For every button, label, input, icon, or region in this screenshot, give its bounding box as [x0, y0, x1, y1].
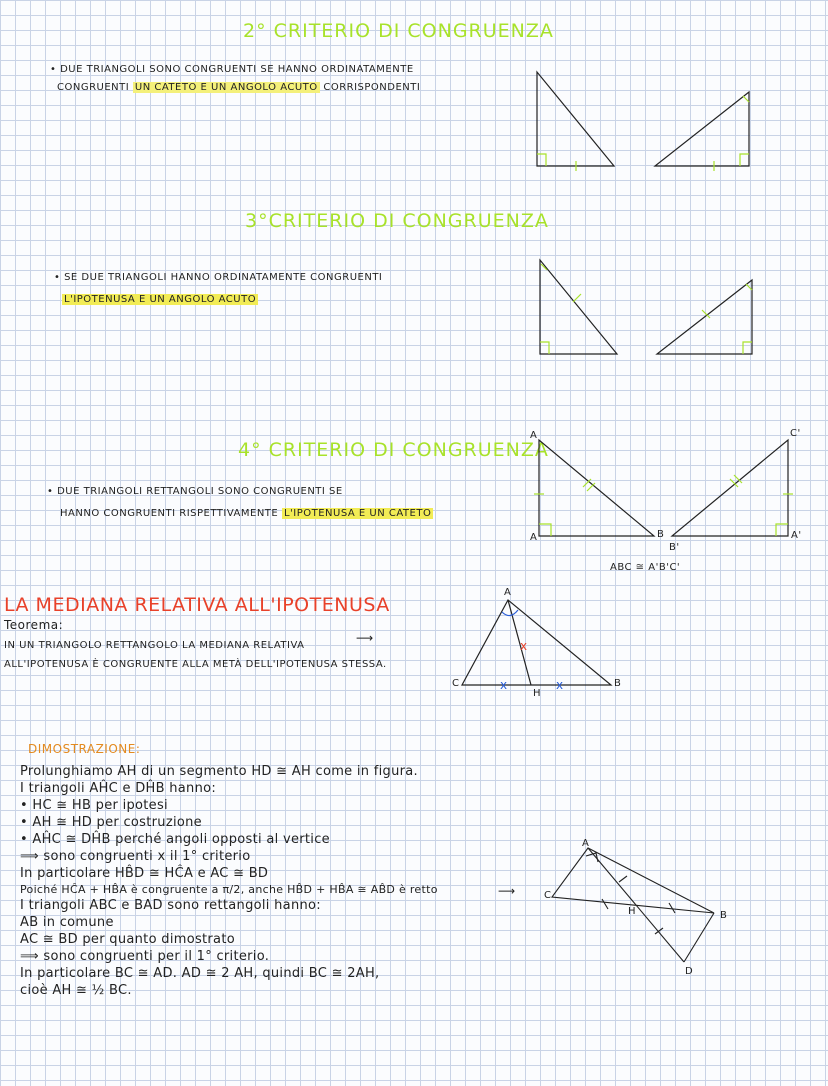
label-A-bottom: A [530, 532, 538, 543]
proof-line: ⟹ sono congruenti x il 1° criterio [20, 849, 251, 864]
proof-label-B: B [720, 910, 728, 921]
mediana-label-A: A [504, 587, 512, 598]
section2-line1: • DUE TRIANGOLI SONO CONGRUENTI SE HANNO ORDINATAMENTE [50, 64, 414, 75]
proof-label-C: C [544, 890, 552, 901]
median-mark: x [520, 639, 528, 653]
proof-line: In particolare BC ≅ AD. AD ≅ 2 AH, quindi BC ≅ 2AH, [20, 966, 380, 981]
mediana-triangle [462, 600, 611, 692]
section3-highlight: L'IPOTENUSA E UN ANGOLO ACUTO [64, 294, 257, 305]
teorema-line1: IN UN TRIANGOLO RETTANGOLO LA MEDIANA RELATIVA [4, 640, 305, 651]
section3-line1: • SE DUE TRIANGOLI HANNO ORDINATAMENTE CONGRUENTI [54, 272, 383, 283]
section4-highlight: L'IPOTENUSA E UN CATETO [283, 508, 432, 519]
proof-line: • HC ≅ HB per ipotesi [20, 798, 168, 813]
section4-line1: • DUE TRIANGOLI RETTANGOLI SONO CONGRUENTI SE [47, 486, 343, 497]
proof-label-D: D [685, 966, 694, 977]
section2-title: 2° CRITERIO DI CONGRUENZA [243, 20, 554, 42]
section2-line2-suffix: CORRISPONDENTI [323, 82, 421, 93]
label-A1: A' [791, 530, 802, 541]
proof-label-A: A [582, 838, 590, 849]
mediana-label-H: H [533, 688, 542, 699]
section2-highlight: UN CATETO E UN ANGOLO ACUTO [134, 82, 318, 93]
proof-line: I triangoli ABC e BAD sono rettangoli hanno: [20, 898, 321, 913]
section4-line2-prefix: HANNO CONGRUENTI RISPETTIVAMENTE [60, 508, 279, 519]
proof-line: • AĤC ≅ DĤB perché angoli opposti al vertice [20, 832, 330, 847]
mediana-label-C: C [452, 678, 460, 689]
proof-line: Poiché HĈA + HB̂A è congruente a π/2, anche HB̂D + HB̂A ≅ AB̂D è retto [20, 883, 438, 896]
proof-label-H: H [628, 906, 637, 917]
section4-title: 4° CRITERIO DI CONGRUENZA [238, 439, 549, 461]
triangle-s3-right [657, 280, 752, 354]
teorema-line2: ALL'IPOTENUSA È CONGRUENTE ALLA METÀ DELL'IPOTENUSA STESSA. [4, 659, 387, 670]
label-A-top: A [530, 430, 538, 441]
proof-line: AB in comune [20, 915, 114, 930]
congruence-note: ABC ≅ A'B'C' [610, 562, 681, 573]
triangle-s4-left [534, 440, 654, 536]
teorema-label: Teorema: [4, 618, 64, 632]
triangle-s3-left [540, 260, 617, 354]
mediana-title: LA MEDIANA RELATIVA ALL'IPOTENUSA [4, 594, 390, 616]
proof-line: AC ≅ BD per quanto dimostrato [20, 932, 235, 947]
section3-title: 3°CRITERIO DI CONGRUENZA [245, 210, 549, 232]
proof-title: DIMOSTRAZIONE: [28, 742, 141, 756]
label-B: B [657, 529, 665, 540]
triangle-s2-left [537, 72, 614, 171]
triangle-s2-right [655, 92, 749, 171]
proof-arrow: ⟶ [498, 884, 516, 898]
label-B1: B' [669, 542, 680, 553]
label-C1: C' [790, 428, 801, 439]
segment-mark: x [500, 678, 508, 692]
triangle-s4-right [672, 440, 793, 536]
teorema-arrow: ⟶ [356, 631, 374, 645]
proof-line: I triangoli AĤC e DĤB hanno: [20, 781, 217, 796]
section2-line2-prefix: CONGRUENTI [57, 82, 130, 93]
proof-line: In particolare HB̂D ≅ HĈA e AC ≅ BD [20, 866, 269, 881]
segment-mark: x [556, 678, 564, 692]
mediana-label-B: B [614, 678, 622, 689]
proof-figure [552, 848, 714, 962]
proof-line: ⟹ sono congruenti per il 1° criterio. [20, 949, 270, 964]
proof-line: Prolunghiamo AH di un segmento HD ≅ AH come in figura. [20, 764, 418, 779]
proof-line: • AH ≅ HD per costruzione [20, 815, 202, 830]
proof-line: cioè AH ≅ ½ BC. [20, 983, 132, 998]
